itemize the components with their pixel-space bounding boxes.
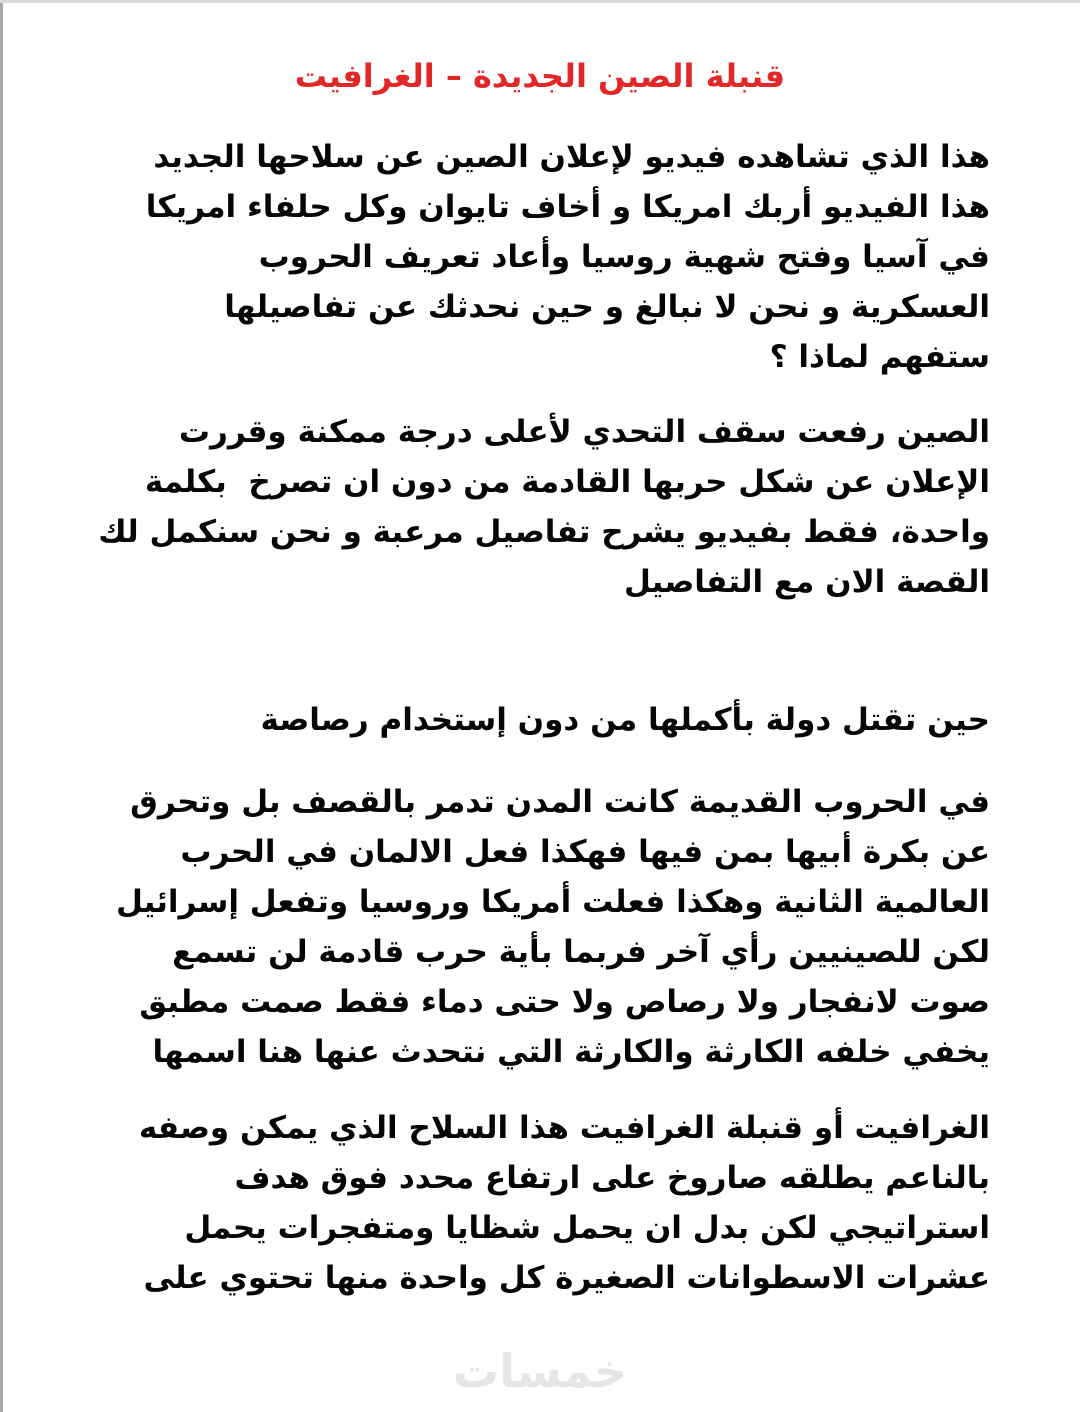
paragraph-subheading: [90, 695, 990, 745]
text-line: استراتيجي لكن بدل ان يحمل شظايا ومتفجرات يحمل: [184, 1210, 990, 1246]
text-line: عشرات الاسطوانات الصغيرة كل واحدة منها تحتوي على: [143, 1260, 990, 1296]
text-line: حين تقتل دولة بأكملها من دون إستخدام رصاصة: [260, 702, 990, 738]
text-line: عن بكرة أبيها بمن فيها فهكذا فعل الالمان في الحرب: [180, 834, 990, 870]
text-line: الصين رفعت سقف التحدي لأعلى درجة ممكنة وقررت: [178, 414, 990, 450]
text-line: صوت لانفجار ولا رصاص ولا حتى دماء فقط صمت مطبق: [139, 984, 990, 1020]
paragraph-old-wars: [90, 777, 990, 1077]
text-line: بالناعم يطلقه صاروخ على ارتفاع محدد فوق هدف: [234, 1160, 990, 1196]
text-line: لكن للصينيين رأي آخر فربما بأية حرب قادمة لن تسمع: [172, 934, 990, 970]
paragraph-graphite-bomb: [90, 1103, 990, 1303]
text-line: في الحروب القديمة كانت المدن تدمر بالقصف بل وتحرق: [130, 784, 990, 820]
text-line: الإعلان عن شكل حربها القادمة من دون ان تصرخ بكلمة: [144, 464, 990, 500]
paragraph-intro: [90, 132, 990, 382]
text-line: هذا الفيديو أربك امريكا و أخاف تايوان وكل حلفاء امريكا: [145, 189, 990, 225]
text-line: في آسيا وفتح شهية روسيا وأعاد تعريف الحروب: [258, 239, 990, 275]
text-line: العالمية الثانية وهكذا فعلت أمريكا وروسيا وتفعل إسرائيل: [115, 884, 990, 920]
text-line: واحدة، فقط بفيديو يشرح تفاصيل مرعبة و نحن سنكمل لك: [98, 514, 990, 550]
text-line: العسكرية و نحن لا نبالغ و حين نحدثك عن تفاصيلها: [224, 289, 990, 325]
document-title: قنبلة الصين الجديدة – الغرافيت: [294, 57, 786, 95]
text-line: ستفهم لماذا ؟: [769, 339, 990, 375]
text-line: القصة الان مع التفاصيل: [624, 564, 990, 600]
text-line: الغرافيت أو قنبلة الغرافيت هذا السلاح الذي يمكن وصفه: [138, 1110, 990, 1146]
text-line: هذا الذي تشاهده فيديو لإعلان الصين عن سلاحها الجديد: [153, 139, 990, 175]
text-line: يخفي خلفه الكارثة والكارثة التي نتحدث عنها هنا اسمها: [152, 1034, 990, 1070]
paragraph-challenge: [90, 407, 990, 607]
khamsat-watermark: خمسات: [452, 1344, 628, 1398]
